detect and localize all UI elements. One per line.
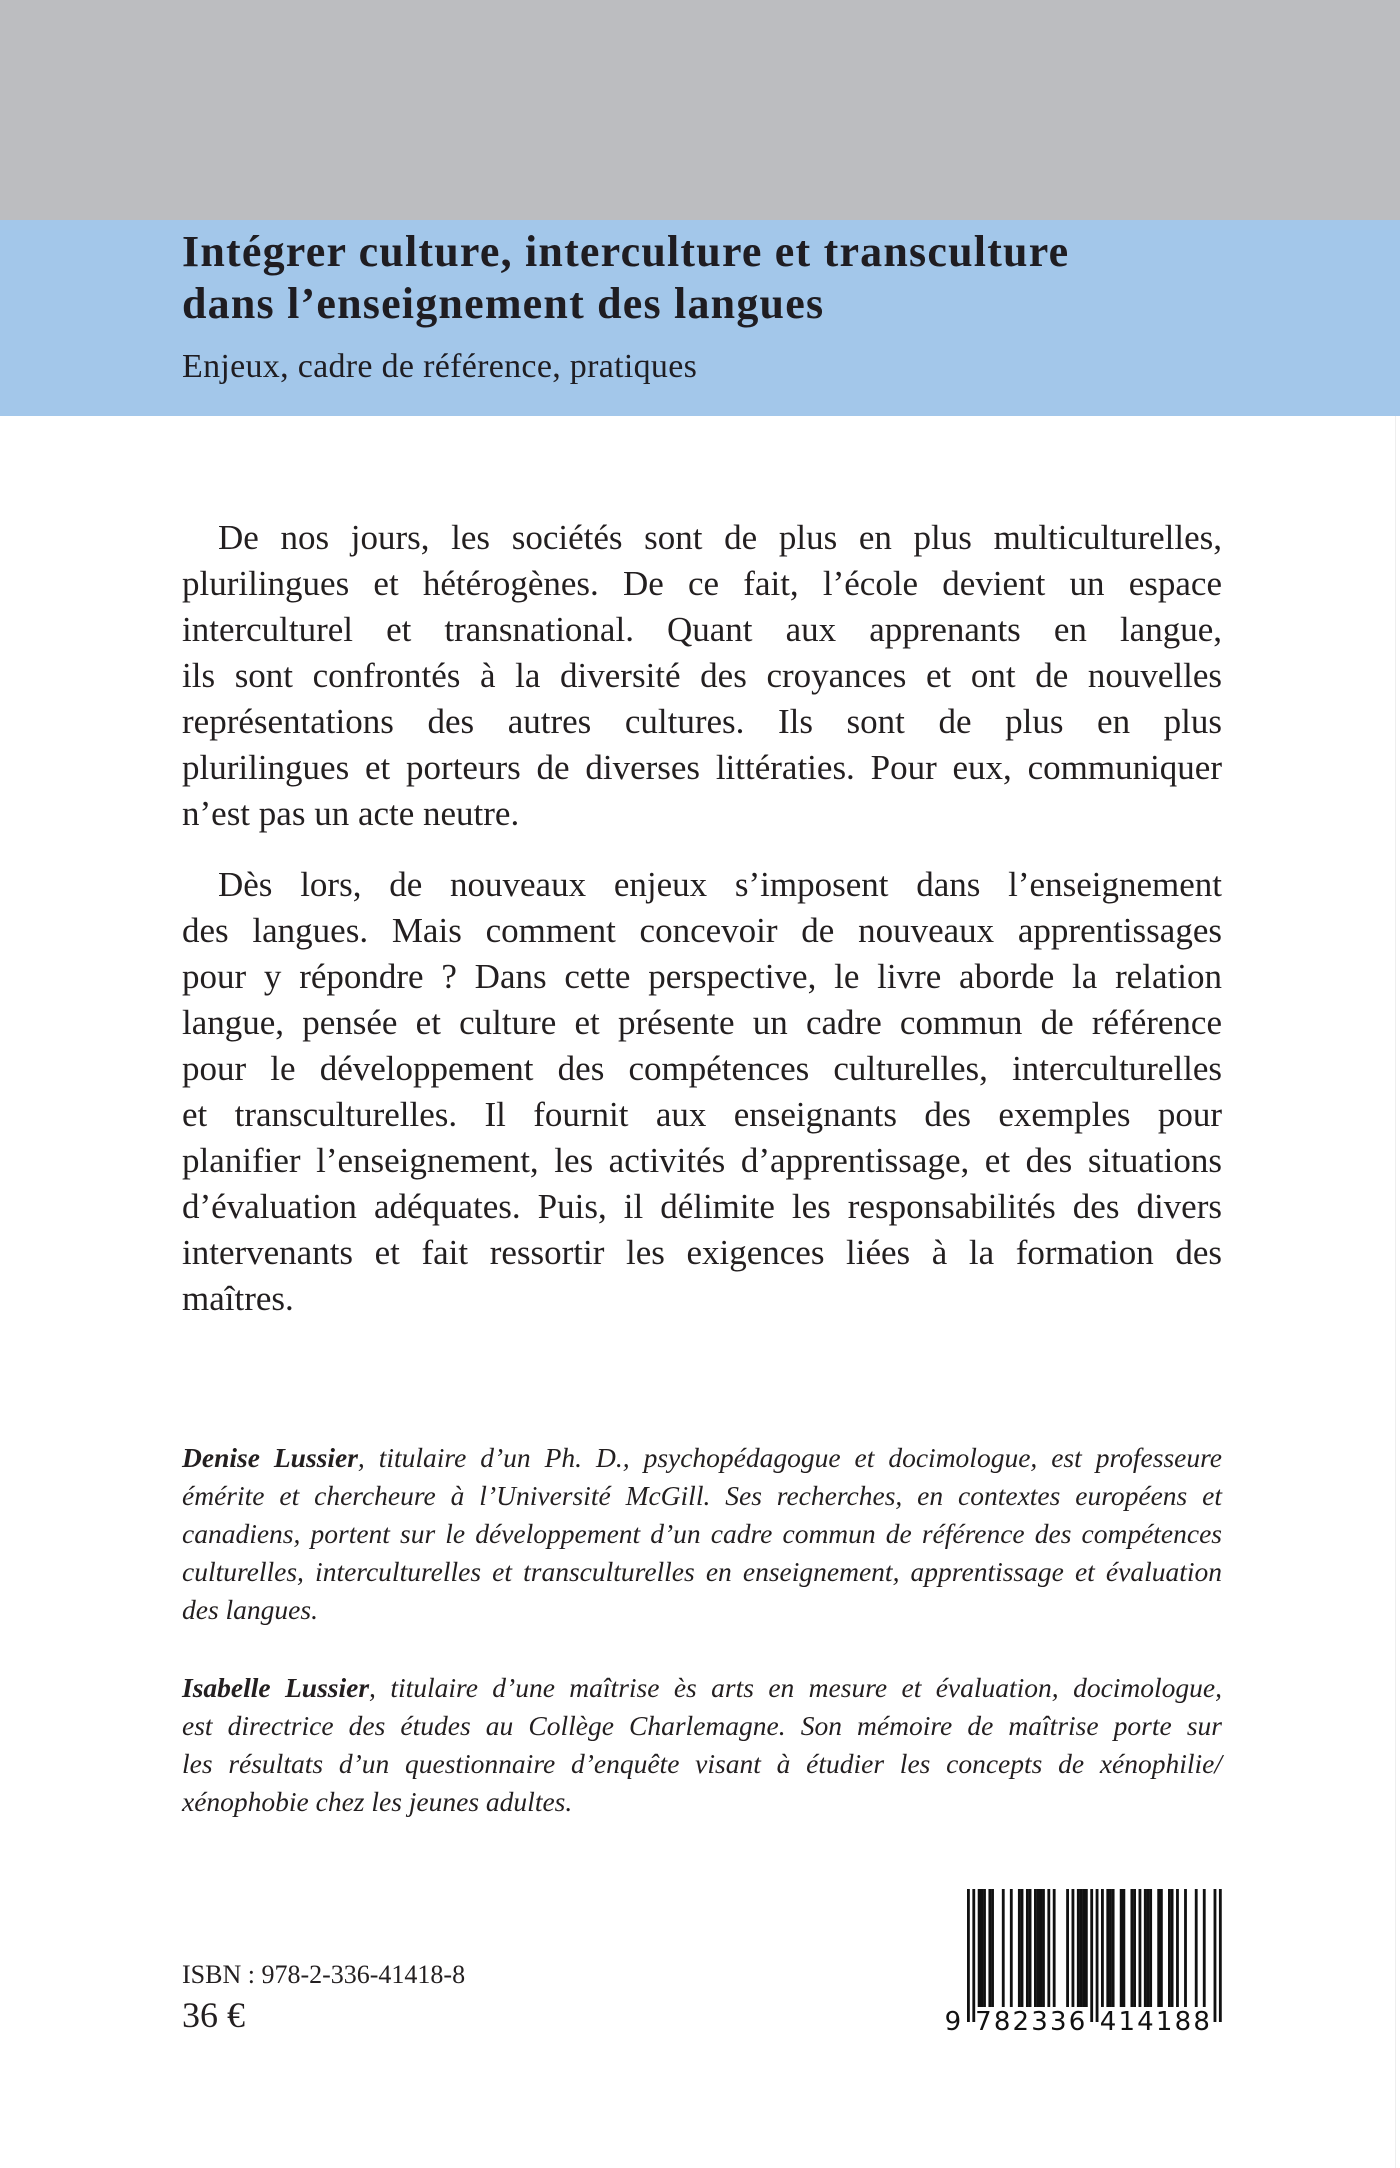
bio-line: canadiens, portent sur le développement d’un cadre commun de référence des compétences [182,1518,1222,1549]
blurb-line: langue, pensée et culture et présente un cadre commun de référence [182,1003,1222,1042]
blurb-line: pour le développement des compétences culturelles, interculturelles [182,1049,1222,1088]
price-label: 36 € [182,1995,245,2035]
bio-line: culturelles, interculturelles et transculturelles en enseignement, apprentissage et évaluation [182,1556,1222,1587]
book-title-line-2: dans l’enseignement des langues [182,279,825,328]
blurb-line: pour y répondre ? Dans cette perspective, le livre aborde la relation [182,957,1222,996]
blurb-paragraph-1 [182,515,1222,837]
book-title-line-1: Intégrer culture, interculture et transculture [182,227,1070,276]
bio-line: Denise Lussier, titulaire d’un Ph. D., psychopédagogue et docimologue, est professeure [182,1442,1222,1473]
blurb-paragraph-2 [182,862,1222,1322]
blurb-line: et transculturelles. Il fournit aux enseignants des exemples pour [182,1095,1222,1134]
book-subtitle: Enjeux, cadre de référence, pratiques [182,348,698,385]
svg-text:414188: 414188 [1099,2007,1213,2035]
cover-top-band [0,0,1400,220]
bio-line: xénophobie chez les jeunes adultes. [182,1786,573,1817]
author-name: Denise Lussier [182,1442,358,1473]
svg-text:782336: 782336 [975,2007,1088,2035]
blurb-line: représentations des autres cultures. Ils sont de plus en plus [182,702,1222,741]
svg-text:9: 9 [944,2007,964,2035]
bio-line: émérite et chercheure à l’Université McGill. Ses recherches, en contextes européens et [182,1480,1222,1511]
blurb-line: planifier l’enseignement, les activités d’apprentissage, et des situations [182,1141,1222,1180]
isbn-label: ISBN : 978-2-336-41418-8 [182,1960,466,1989]
page-edge-line [1395,416,1396,2168]
blurb-line: interculturel et transnational. Quant aux apprenants en langue, [182,610,1222,649]
blurb-line: plurilingues et porteurs de diverses littératies. Pour eux, communiquer [182,748,1222,787]
blurb-line: maîtres. [182,1279,294,1318]
blurb-line: Dès lors, de nouveaux enjeux s’imposent dans l’enseignement [218,865,1222,904]
blurb-line: des langues. Mais comment concevoir de nouveaux apprentissages [182,911,1222,950]
blurb-line: n’est pas un acte neutre. [182,794,520,833]
ean13-barcode [940,1885,1230,2035]
bio-line: les résultats d’un questionnaire d’enquête visant à étudier les concepts de xénophilie/ [182,1748,1222,1779]
bio-line: est directrice des études au Collège Charlemagne. Son mémoire de maîtrise porte sur [182,1710,1222,1741]
blurb-line: plurilingues et hétérogènes. De ce fait, l’école devient un espace [182,564,1222,603]
blurb-line: De nos jours, les sociétés sont de plus en plus multiculturelles, [218,518,1222,557]
blurb-line: d’évaluation adéquates. Puis, il délimite les responsabilités des divers [182,1187,1222,1226]
author-bio-isabelle-lussier [182,1669,1222,1821]
author-name: Isabelle Lussier [182,1672,370,1703]
author-bio-denise-lussier [182,1439,1222,1629]
bio-line: Isabelle Lussier, titulaire d’une maîtrise ès arts en mesure et évaluation, docimologue, [182,1672,1223,1703]
bio-line: des langues. [182,1594,318,1625]
blurb-line: intervenants et fait ressortir les exigences liées à la formation des [182,1233,1222,1272]
blurb-line: ils sont confrontés à la diversité des croyances et ont de nouvelles [182,656,1222,695]
